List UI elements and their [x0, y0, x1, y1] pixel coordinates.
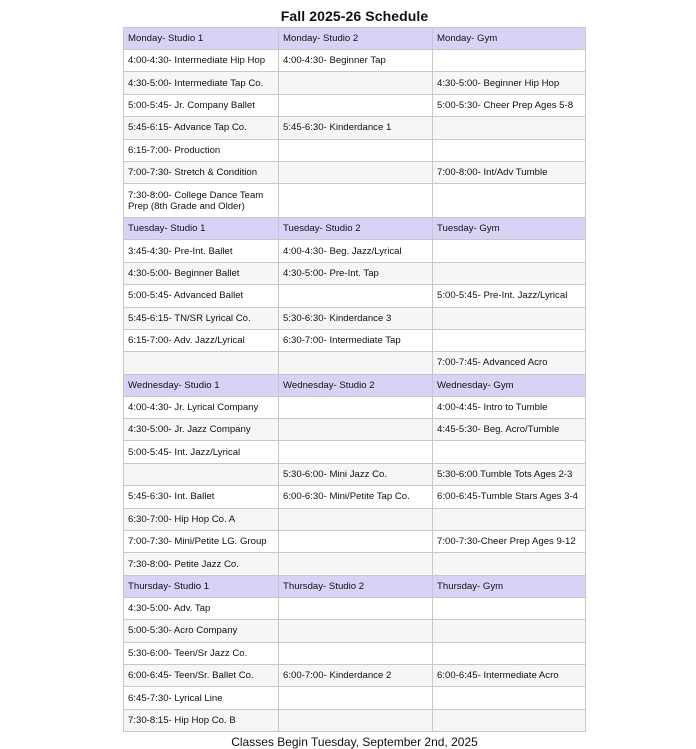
column-header-cell: Wednesday- Studio 2	[279, 374, 433, 396]
table-cell: 4:00-4:30- Intermediate Hip Hop	[124, 50, 279, 72]
table-cell: 6:30-7:00- Hip Hop Co. A	[124, 508, 279, 530]
table-cell: 6:15-7:00- Production	[124, 139, 279, 161]
table-cell	[433, 709, 586, 731]
table-cell	[279, 597, 433, 619]
table-cell: 4:00-4:30- Beginner Tap	[279, 50, 433, 72]
day-header-row	[124, 575, 586, 597]
table-row	[124, 139, 586, 161]
table-cell: 5:30-6:00- Mini Jazz Co.	[279, 463, 433, 485]
table-cell	[433, 184, 586, 218]
table-row	[124, 72, 586, 94]
table-cell	[433, 307, 586, 329]
column-header-cell: Monday- Gym	[433, 28, 586, 50]
column-header-cell: Thursday- Gym	[433, 575, 586, 597]
table-cell: 4:30-5:00- Intermediate Tap Co.	[124, 72, 279, 94]
table-row	[124, 620, 586, 642]
footer-note: Classes Begin Tuesday, September 2nd, 2025	[231, 735, 478, 749]
table-row	[124, 117, 586, 139]
day-header-row	[124, 218, 586, 240]
schedule-body	[124, 28, 586, 732]
table-cell	[433, 441, 586, 463]
table-cell: 5:00-5:30- Cheer Prep Ages 5-8	[433, 94, 586, 116]
column-header-cell: Monday- Studio 1	[124, 28, 279, 50]
table-cell: 7:00-7:30-Cheer Prep Ages 9-12	[433, 531, 586, 553]
column-header-cell: Tuesday- Studio 1	[124, 218, 279, 240]
table-row	[124, 307, 586, 329]
table-cell	[433, 262, 586, 284]
table-row	[124, 687, 586, 709]
day-header-row	[124, 28, 586, 50]
table-row	[124, 419, 586, 441]
table-row	[124, 597, 586, 619]
schedule-table	[123, 27, 586, 732]
table-cell	[433, 687, 586, 709]
table-row	[124, 441, 586, 463]
table-cell: 6:45-7:30- Lyrical Line	[124, 687, 279, 709]
table-cell: 6:00-6:30- Mini/Petite Tap Co.	[279, 486, 433, 508]
table-cell	[279, 508, 433, 530]
table-cell	[279, 285, 433, 307]
table-cell	[433, 117, 586, 139]
table-cell	[279, 441, 433, 463]
table-cell	[279, 553, 433, 575]
table-cell: 4:30-5:00- Adv. Tap	[124, 597, 279, 619]
table-cell: 6:15-7:00- Adv. Jazz/Lyrical	[124, 329, 279, 351]
table-cell: 5:00-5:45- Pre-Int. Jazz/Lyrical	[433, 285, 586, 307]
table-cell: 6:00-6:45- Teen/Sr. Ballet Co.	[124, 664, 279, 686]
table-cell: 3:45-4:30- Pre-Int. Ballet	[124, 240, 279, 262]
column-header-cell: Tuesday- Studio 2	[279, 218, 433, 240]
table-cell: 5:00-5:45- Int. Jazz/Lyrical	[124, 441, 279, 463]
table-cell: 7:00-7:30- Stretch & Condition	[124, 161, 279, 183]
table-cell	[433, 139, 586, 161]
table-cell: 4:00-4:30- Beg. Jazz/Lyrical	[279, 240, 433, 262]
table-cell	[433, 240, 586, 262]
table-row	[124, 285, 586, 307]
table-cell: 5:45-6:15- Advance Tap Co.	[124, 117, 279, 139]
column-header-cell: Wednesday- Gym	[433, 374, 586, 396]
table-cell	[279, 642, 433, 664]
table-cell: 5:45-6:30- Kinderdance 1	[279, 117, 433, 139]
table-row	[124, 531, 586, 553]
table-cell: 5:30-6:30- Kinderdance 3	[279, 307, 433, 329]
table-cell	[279, 161, 433, 183]
table-cell	[279, 139, 433, 161]
table-cell: 5:00-5:45- Jr. Company Ballet	[124, 94, 279, 116]
column-header-cell: Thursday- Studio 1	[124, 575, 279, 597]
column-header-cell: Thursday- Studio 2	[279, 575, 433, 597]
table-row	[124, 463, 586, 485]
column-header-cell: Wednesday- Studio 1	[124, 374, 279, 396]
table-row	[124, 161, 586, 183]
table-cell: 4:45-5:30- Beg. Acro/Tumble	[433, 419, 586, 441]
table-row	[124, 329, 586, 351]
page-title: Fall 2025-26 Schedule	[280, 8, 429, 24]
table-cell: 6:00-6:45- Intermediate Acro	[433, 664, 586, 686]
table-row	[124, 396, 586, 418]
table-cell	[279, 352, 433, 374]
table-row	[124, 184, 586, 218]
table-cell: 4:30-5:00- Beginner Hip Hop	[433, 72, 586, 94]
table-cell	[433, 642, 586, 664]
table-cell	[279, 709, 433, 731]
table-row	[124, 50, 586, 72]
table-cell: 4:30-5:00- Pre-Int. Tap	[279, 262, 433, 284]
table-cell: 6:30-7:00- Intermediate Tap	[279, 329, 433, 351]
table-cell: 7:30-8:15- Hip Hop Co. B	[124, 709, 279, 731]
table-row	[124, 240, 586, 262]
table-cell: 4:30-5:00- Jr. Jazz Company	[124, 419, 279, 441]
table-row	[124, 553, 586, 575]
table-cell: 7:00-7:30- Mini/Petite LG. Group	[124, 531, 279, 553]
table-cell	[279, 94, 433, 116]
table-cell	[279, 184, 433, 218]
table-cell	[433, 50, 586, 72]
table-cell	[124, 352, 279, 374]
table-cell	[279, 72, 433, 94]
table-cell: 7:30-8:00- College Dance Team Prep (8th Grade and Older)	[124, 184, 279, 218]
table-cell: 4:00-4:30- Jr. Lyrical Company	[124, 396, 279, 418]
table-cell: 7:30-8:00- Petite Jazz Co.	[124, 553, 279, 575]
table-row	[124, 486, 586, 508]
table-row	[124, 508, 586, 530]
column-header-cell: Monday- Studio 2	[279, 28, 433, 50]
table-cell	[124, 463, 279, 485]
table-cell: 5:45-6:30- Int. Ballet	[124, 486, 279, 508]
table-row	[124, 709, 586, 731]
column-header-cell: Tuesday- Gym	[433, 218, 586, 240]
table-cell	[279, 620, 433, 642]
table-cell: 4:30-5:00- Beginner Ballet	[124, 262, 279, 284]
table-cell: 5:00-5:30- Acro Company	[124, 620, 279, 642]
table-cell	[279, 531, 433, 553]
table-cell	[433, 553, 586, 575]
table-cell: 5:00-5:45- Advanced Ballet	[124, 285, 279, 307]
table-cell: 7:00-8:00- Int/Adv Tumble	[433, 161, 586, 183]
table-cell: 6:00-7:00- Kinderdance 2	[279, 664, 433, 686]
table-cell: 5:30-6:00- Teen/Sr Jazz Co.	[124, 642, 279, 664]
table-row	[124, 262, 586, 284]
table-row	[124, 352, 586, 374]
table-cell	[279, 419, 433, 441]
table-cell: 6:00-6:45-Tumble Stars Ages 3-4	[433, 486, 586, 508]
table-cell: 5:30-6:00 Tumble Tots Ages 2-3	[433, 463, 586, 485]
table-cell	[433, 329, 586, 351]
table-cell	[279, 396, 433, 418]
table-row	[124, 664, 586, 686]
table-cell: 4:00-4:45- Intro to Tumble	[433, 396, 586, 418]
table-row	[124, 642, 586, 664]
table-cell: 7:00-7:45- Advanced Acro	[433, 352, 586, 374]
day-header-row	[124, 374, 586, 396]
table-cell	[433, 508, 586, 530]
table-cell	[279, 687, 433, 709]
table-row	[124, 94, 586, 116]
table-cell: 5:45-6:15- TN/SR Lyrical Co.	[124, 307, 279, 329]
table-cell	[433, 597, 586, 619]
table-cell	[433, 620, 586, 642]
